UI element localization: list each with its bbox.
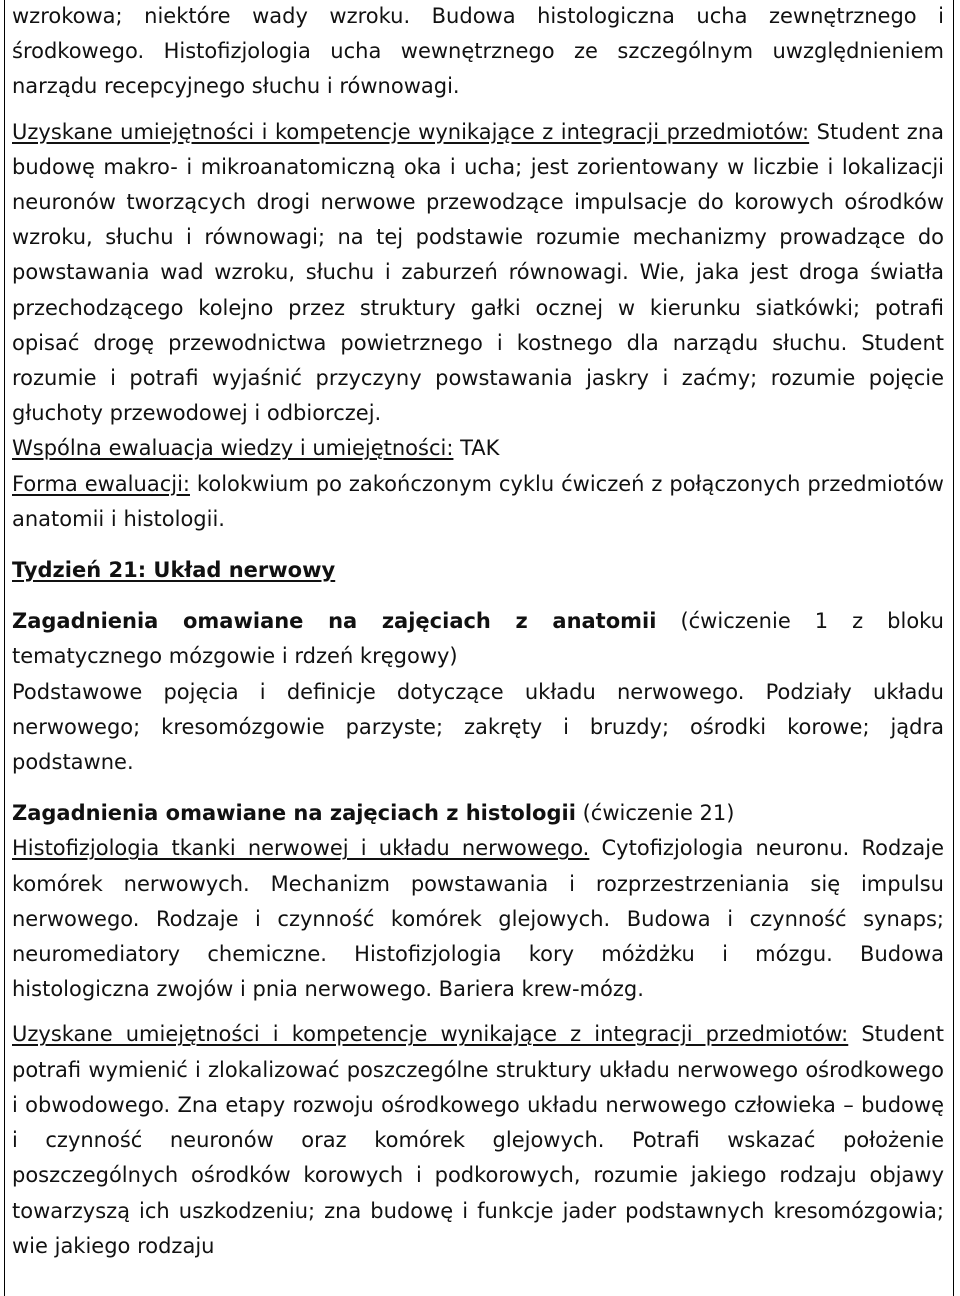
histology-heading-paragraph: [12, 796, 944, 831]
histology-underlined-topic: Histofizjologia tkanki nerwowej i układu nerwowego.: [12, 836, 590, 861]
evaluation-form-value: kolokwium po zakończonym cyklu ćwiczeń z połączonych przedmiotów anatomii i histologii.: [12, 471, 944, 531]
week-21-title: Tydzień 21: Układ nerwowy: [12, 558, 336, 583]
joint-evaluation-value: TAK: [453, 436, 500, 461]
competencies-text: Student zna budowę makro- i mikroanatomiczną oka i ucha; jest zorientowany w liczbie i lokalizacji neuronów tworzących drogi nerwowe przewodzące impulsacje do korowych ośrodków wzroku, słuchu i równowagi; na tej podstawie rozumie mechanizmy prowadzące do powstawania wad wzroku, słuchu i zaburzeń równowagi. Wie, jaka jest droga światła przechodzącego kolejno przez struktury gałki ocznej w kierunku siatkówki; potrafi opisać drogę przewodnictwa powietrznego i kostnego dla narządu słuchu. Student rozumie i potrafi wyjaśnić przyczyny powstawania jaskry i zaćmy; rozumie pojęcie głuchoty przewodowej i odbiorczej.: [12, 119, 944, 426]
histology-text: Cytofizjologia neuronu. Rodzaje komórek nerwowych. Mechanizm powstawania i rozprzestrzeniania się impulsu nerwowego. Rodzaje i czynność komórek glejowych. Budowa i czynność synaps; neuromediatory chemiczne. Histofizjologia kory móżdżku i mózgu. Budowa histologiczna zwojów i pnia nerwowego. Bariera krew-mózg.: [12, 836, 944, 1002]
competencies-section-1: [12, 115, 944, 432]
joint-evaluation-label: Wspólna ewaluacja wiedzy i umiejętności:: [12, 436, 454, 461]
document-body: [12, 0, 944, 1264]
anatomy-note: (ćwiczenie 1 z bloku tematycznego mózgowie i rdzeń kręgowy): [12, 609, 944, 669]
anatomy-text: Podstawowe pojęcia i definicje dotyczące układu nerwowego. Podziały układu nerwowego; kresomózgowie parzyste; zakręty i bruzdy; ośrodki korowe; jądra podstawne.: [12, 679, 944, 775]
histology-text-paragraph: [12, 831, 944, 1007]
histology-heading: Zagadnienia omawiane na zajęciach z histologii: [12, 801, 576, 826]
evaluation-form-paragraph: [12, 467, 944, 537]
anatomy-heading: Zagadnienia omawiane na zajęciach z anatomii: [12, 609, 657, 634]
histology-note: (ćwiczenie 21): [575, 801, 735, 826]
intro-paragraph: wzrokowa; niektóre wady wzroku. Budowa histologiczna ucha zewnętrznego i środkowego. Histofizjologia ucha wewnętrznego ze szczególnym uwzględnieniem narządu recepcyjnego słuchu i równowagi.: [12, 4, 944, 99]
competencies-section-2: [12, 1017, 944, 1263]
competencies-text-2: Student potrafi wymienić i zlokalizować poszczególne struktury układu nerwowego ośrodkowego i obwodowego. Zna etapy rozwoju ośrodkowego układu nerwowego człowieka – budowę i czynność neuronów oraz komórek glejowych. Potrafi wskazać położenie poszczególnych ośrodków korowych i podkorowych, rozumie jakiego rodzaju objawy towarzyszą ich uszkodzeniu; zna budowę i funkcje jader podstawnych kresomózgowia; wie jakiego rodzaju: [12, 1022, 944, 1258]
competencies-heading: Uzyskane umiejętności i kompetencje wynikające z integracji przedmiotów:: [12, 119, 810, 144]
anatomy-heading-paragraph: [12, 604, 944, 674]
competencies-heading-2: Uzyskane umiejętności i kompetencje wynikające z integracji przedmiotów:: [12, 1022, 849, 1047]
joint-evaluation-line: [12, 431, 944, 466]
evaluation-form-label: Forma ewaluacji:: [12, 471, 190, 496]
